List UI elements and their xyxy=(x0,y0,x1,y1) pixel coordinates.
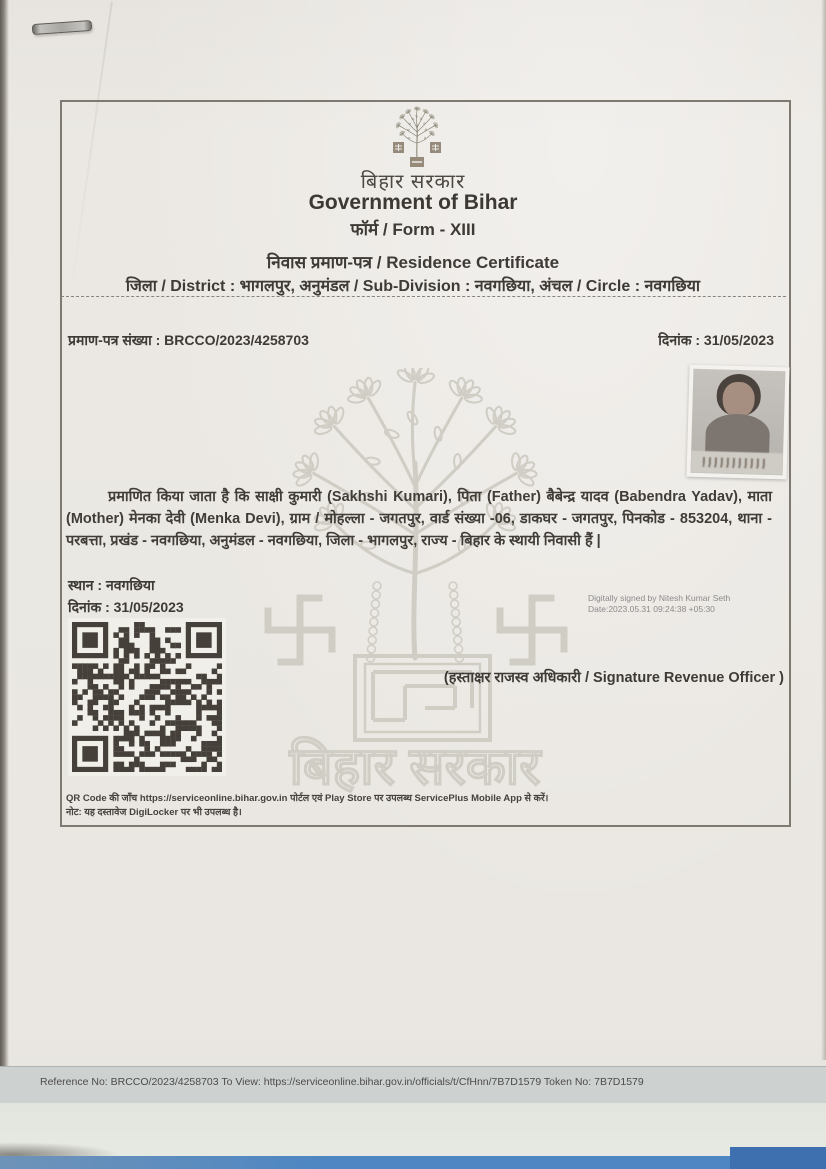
issue-date-bottom: दिनांक : 31/05/2023 xyxy=(68,599,184,615)
photo-caption-scribble xyxy=(691,451,784,476)
certificate-number: प्रमाण-पत्र संख्या : BRCCO/2023/4258703 xyxy=(68,332,309,348)
staple-icon xyxy=(32,20,93,35)
bihar-emblem-icon xyxy=(384,104,450,170)
scanner-bed-corner xyxy=(730,1147,826,1169)
org-name-english: Government of Bihar xyxy=(308,191,518,214)
signature-officer-line: (हस्ताक्षर राजस्व अधिकारी / Signature Revenue Officer ) xyxy=(443,670,784,686)
scan-edge-right xyxy=(821,0,826,1060)
photo-portrait xyxy=(691,369,786,476)
qr-code xyxy=(68,618,226,776)
qr-code-canvas xyxy=(72,622,222,772)
digilocker-note: नोट: यह दस्तावेज DigiLocker पर भी उपलब्ध है। xyxy=(66,807,242,818)
jurisdiction-line: जिला / District : भागलपुर, अनुमंडल / Sub-Division : नवगछिया, अंचल / Circle : नवगछिया xyxy=(125,278,701,295)
issue-date-top: दिनांक : 31/05/2023 xyxy=(658,332,774,348)
footer-reference-text: Reference No: BRCCO/2023/4258703 To View: https://serviceonline.bihar.gov.in/officials/t/CfHnn/7B7D1579 Token No: 7B7D1579 xyxy=(40,1076,644,1088)
form-number-line: फॉर्म / Form - XIII xyxy=(350,220,476,239)
digital-signature-stamp xyxy=(588,593,730,615)
portrait-shoulders xyxy=(705,413,770,455)
org-name-hindi: बिहार सरकार xyxy=(360,171,466,193)
digital-signature-line1: Digitally signed by Nitesh Kumar Seth xyxy=(588,593,731,603)
watermark-text: बिहार सरकार xyxy=(289,738,541,796)
scanner-bed-strip xyxy=(0,1156,826,1169)
applicant-photo xyxy=(686,365,789,480)
digital-signature-line2: Date:2023.05.31 09:24:38 +05:30 xyxy=(588,604,715,614)
scan-edge-shadow xyxy=(0,0,9,1072)
issue-place: स्थान : नवगछिया xyxy=(68,577,155,593)
qr-verification-note: QR Code की जाँच https://serviceonline.bihar.gov.in पोर्टल एवं Play Store पर उपलब्ध ServicePlus Mobile App से करें। xyxy=(66,793,549,804)
header-divider xyxy=(61,296,786,297)
certificate-body-text: प्रमाणित किया जाता है कि साक्षी कुमारी (Sakhshi Kumari), पिता (Father) बैबेन्द्र यादव (Babendra Yadav), माता (Mother) मेनका देवी (Menka Devi), ग्राम / मोहल्ला - जगतपुर, वार्ड संख्या -06, डाकघर - जगतपुर, पिनकोड - 853204, थाना - परबत्ता, प्रखंड - नवगछिया, अनुमंडल - नवगछिया, जिला - भागलपुर, राज्य - बिहार के स्थायी निवासी हैं | xyxy=(66,489,772,549)
certificate-title: निवास प्रमाण-पत्र / Residence Certificate xyxy=(266,253,560,272)
